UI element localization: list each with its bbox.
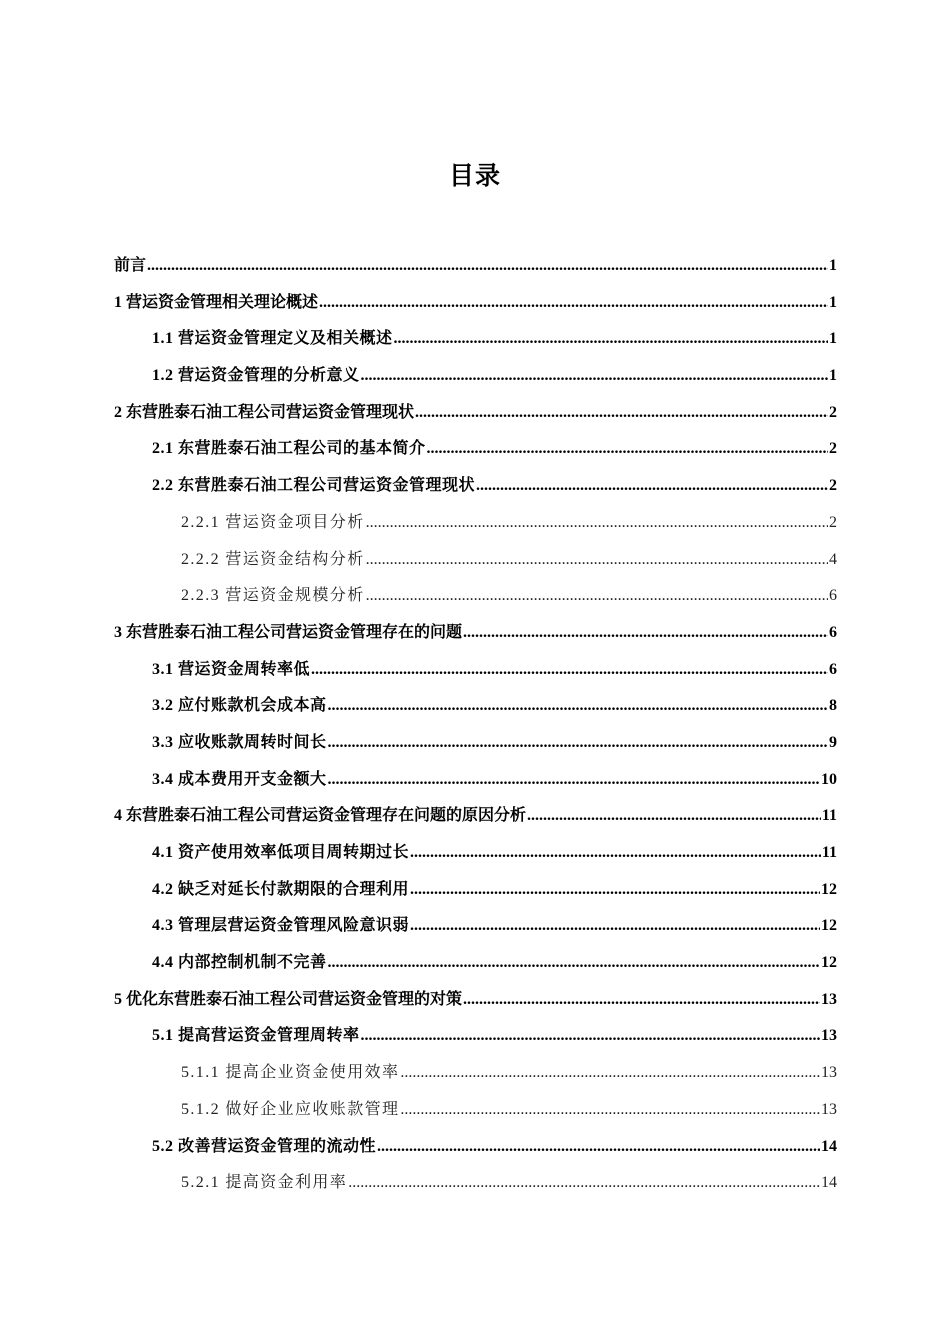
toc-entry-label: 5.2.1 提高资金利用率 bbox=[181, 1174, 348, 1192]
toc-entry-label: 4.2 缺乏对延长付款期限的合理利用 bbox=[152, 880, 410, 898]
toc-entry-level-1[interactable] bbox=[114, 248, 837, 285]
toc-dot-leader bbox=[361, 358, 828, 395]
toc-entry-page-number: 1 bbox=[829, 367, 837, 385]
toc-entry-page-number: 2 bbox=[829, 513, 837, 531]
toc-entry-label: 4.4 内部控制机制不完善 bbox=[152, 954, 327, 972]
toc-entry-level-2[interactable] bbox=[114, 1018, 837, 1055]
toc-entry-level-2[interactable] bbox=[114, 321, 837, 358]
toc-entry-level-2[interactable] bbox=[114, 688, 837, 725]
toc-entry-page-number: 11 bbox=[821, 844, 837, 861]
toc-entry-level-2[interactable] bbox=[114, 835, 837, 872]
toc-entry-page-number: 11 bbox=[821, 807, 837, 825]
toc-entry-page-number: 10 bbox=[821, 770, 837, 788]
toc-entry-level-3[interactable] bbox=[114, 505, 837, 542]
toc-dot-leader bbox=[377, 1129, 820, 1166]
toc-dot-leader bbox=[328, 762, 820, 799]
toc-entry-level-2[interactable] bbox=[114, 468, 837, 505]
toc-entry-level-2[interactable] bbox=[114, 945, 837, 982]
toc-entry-page-number: 1 bbox=[829, 330, 837, 348]
toc-dot-leader bbox=[311, 652, 828, 689]
toc-entry-label: 5.1.1 提高企业资金使用效率 bbox=[181, 1064, 400, 1082]
toc-entry-label: 前言 bbox=[114, 257, 147, 274]
toc-dot-leader bbox=[463, 982, 820, 1019]
toc-entry-label: 3.2 应付账款机会成本高 bbox=[152, 697, 327, 715]
toc-entry-level-2[interactable] bbox=[114, 358, 837, 395]
toc-entry-page-number: 1 bbox=[829, 293, 837, 311]
toc-dot-leader bbox=[366, 542, 828, 579]
toc-entry-label: 2.2.3 营运资金规模分析 bbox=[181, 587, 365, 605]
toc-dot-leader bbox=[463, 615, 828, 652]
toc-dot-leader bbox=[427, 431, 828, 468]
toc-entry-page-number: 6 bbox=[829, 660, 837, 678]
toc-entry-label: 2.2.2 营运资金结构分析 bbox=[181, 550, 365, 568]
toc-entry-level-3[interactable] bbox=[114, 542, 837, 579]
toc-dot-leader bbox=[366, 505, 828, 542]
table-of-contents bbox=[114, 248, 837, 1202]
toc-dot-leader bbox=[147, 248, 828, 285]
toc-entry-level-2[interactable] bbox=[114, 872, 837, 909]
toc-entry-label: 4.1 资产使用效率低项目周转期过长 bbox=[152, 844, 410, 861]
toc-entry-page-number: 13 bbox=[821, 990, 837, 1008]
toc-dot-leader bbox=[415, 395, 828, 432]
toc-entry-level-3[interactable] bbox=[114, 1055, 837, 1092]
toc-dot-leader bbox=[328, 945, 820, 982]
toc-entry-label: 2.2.1 营运资金项目分析 bbox=[181, 513, 365, 531]
toc-entry-page-number: 8 bbox=[829, 697, 837, 715]
toc-entry-label: 2.1 东营胜泰石油工程公司的基本简介 bbox=[152, 440, 426, 458]
toc-entry-label: 3.1 营运资金周转率低 bbox=[152, 660, 311, 678]
toc-entry-page-number: 9 bbox=[829, 733, 837, 751]
toc-entry-level-2[interactable] bbox=[114, 652, 837, 689]
toc-dot-leader bbox=[348, 1165, 820, 1202]
toc-entry-level-1[interactable] bbox=[114, 395, 837, 432]
toc-entry-level-2[interactable] bbox=[114, 1129, 837, 1166]
toc-dot-leader bbox=[410, 908, 820, 945]
toc-entry-page-number: 12 bbox=[821, 954, 837, 972]
toc-entry-label: 3 东营胜泰石油工程公司营运资金管理存在的问题 bbox=[114, 623, 463, 641]
toc-dot-leader bbox=[328, 688, 828, 725]
toc-dot-leader bbox=[400, 1055, 820, 1092]
toc-entry-level-3[interactable] bbox=[114, 578, 837, 615]
toc-entry-level-2[interactable] bbox=[114, 762, 837, 799]
page-title: 目录 bbox=[448, 161, 501, 190]
toc-entry-level-3[interactable] bbox=[114, 1092, 837, 1129]
toc-entry-level-2[interactable] bbox=[114, 908, 837, 945]
toc-entry-page-number: 6 bbox=[829, 587, 837, 605]
toc-entry-label: 5.2 改善营运资金管理的流动性 bbox=[152, 1137, 377, 1155]
toc-dot-leader bbox=[328, 725, 828, 762]
toc-entry-page-number: 1 bbox=[829, 257, 837, 274]
toc-entry-label: 5.1 提高营运资金管理周转率 bbox=[152, 1027, 360, 1045]
toc-entry-page-number: 12 bbox=[821, 880, 837, 898]
toc-entry-level-2[interactable] bbox=[114, 725, 837, 762]
toc-entry-page-number: 4 bbox=[829, 550, 837, 568]
toc-entry-level-1[interactable] bbox=[114, 285, 837, 322]
toc-entry-page-number: 2 bbox=[829, 477, 837, 495]
toc-entry-label: 1.1 营运资金管理定义及相关概述 bbox=[152, 330, 393, 348]
toc-entry-level-1[interactable] bbox=[114, 615, 837, 652]
toc-entry-page-number: 12 bbox=[821, 917, 837, 935]
toc-entry-page-number: 14 bbox=[821, 1137, 837, 1155]
toc-dot-leader bbox=[410, 872, 820, 909]
toc-entry-level-3[interactable] bbox=[114, 1165, 837, 1202]
toc-entry-level-2[interactable] bbox=[114, 431, 837, 468]
toc-entry-label: 1 营运资金管理相关理论概述 bbox=[114, 293, 319, 311]
toc-dot-leader bbox=[400, 1092, 820, 1129]
toc-entry-label: 2.2 东营胜泰石油工程公司营运资金管理现状 bbox=[152, 477, 476, 495]
toc-entry-page-number: 13 bbox=[821, 1100, 837, 1118]
toc-dot-leader bbox=[527, 798, 821, 835]
toc-entry-page-number: 13 bbox=[821, 1027, 837, 1045]
toc-entry-page-number: 6 bbox=[829, 623, 837, 641]
toc-entry-level-1[interactable] bbox=[114, 982, 837, 1019]
toc-entry-label: 5 优化东营胜泰石油工程公司营运资金管理的对策 bbox=[114, 990, 463, 1008]
toc-entry-label: 4 东营胜泰石油工程公司营运资金管理存在问题的原因分析 bbox=[114, 807, 527, 825]
toc-dot-leader bbox=[319, 285, 828, 322]
toc-entry-page-number: 2 bbox=[829, 440, 837, 458]
toc-dot-leader bbox=[476, 468, 828, 505]
toc-dot-leader bbox=[361, 1018, 820, 1055]
toc-entry-label: 5.1.2 做好企业应收账款管理 bbox=[181, 1100, 400, 1118]
toc-dot-leader bbox=[410, 835, 821, 872]
toc-entry-page-number: 14 bbox=[821, 1174, 837, 1192]
toc-entry-label: 3.4 成本费用开支金额大 bbox=[152, 770, 327, 788]
toc-entry-label: 2 东营胜泰石油工程公司营运资金管理现状 bbox=[114, 403, 415, 421]
toc-entry-level-1[interactable] bbox=[114, 798, 837, 835]
toc-entry-label: 1.2 营运资金管理的分析意义 bbox=[152, 367, 360, 385]
toc-entry-label: 3.3 应收账款周转时间长 bbox=[152, 733, 327, 751]
toc-entry-label: 4.3 管理层营运资金管理风险意识弱 bbox=[152, 917, 410, 935]
toc-dot-leader bbox=[394, 321, 828, 358]
toc-entry-page-number: 2 bbox=[829, 403, 837, 421]
toc-entry-page-number: 13 bbox=[821, 1064, 837, 1082]
toc-dot-leader bbox=[366, 578, 828, 615]
